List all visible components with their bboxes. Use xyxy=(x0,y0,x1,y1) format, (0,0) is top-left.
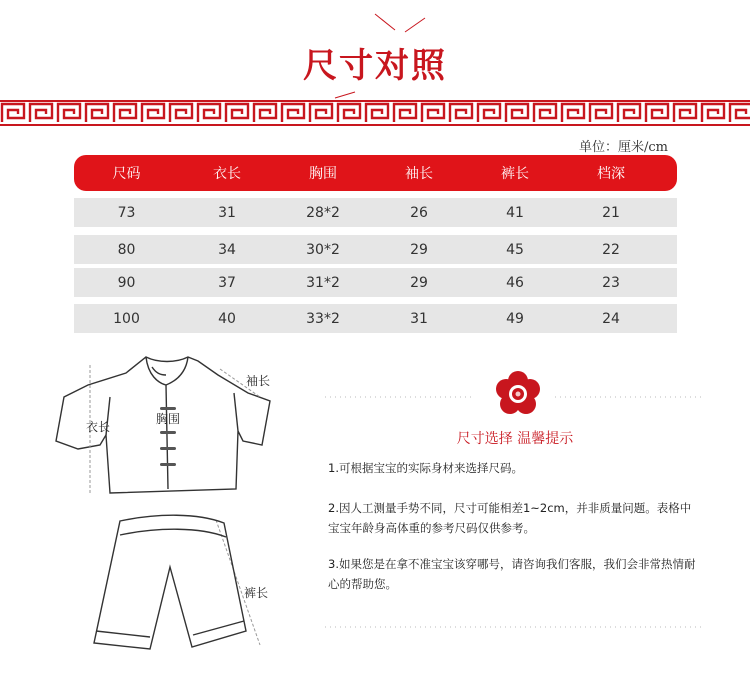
cell: 41 xyxy=(506,204,524,221)
cell: 33*2 xyxy=(306,310,340,327)
cell: 45 xyxy=(506,241,524,258)
cell: 22 xyxy=(602,241,620,258)
cell: 90 xyxy=(117,274,136,291)
tip-item: 1.可根据宝宝的实际身材来选择尺码。 xyxy=(328,461,523,475)
page-title: 尺寸对照 xyxy=(303,46,447,86)
cell: 46 xyxy=(506,274,524,291)
cell: 26 xyxy=(410,204,428,221)
cell: 37 xyxy=(218,274,236,291)
cell: 29 xyxy=(410,274,428,291)
unit-label: 单位：厘米/cm xyxy=(579,140,668,155)
table-row xyxy=(74,198,677,227)
cell: 29 xyxy=(410,241,428,258)
chest-label: 胸围 xyxy=(156,412,181,426)
header-crotch: 档深 xyxy=(597,166,625,182)
table-row xyxy=(74,268,677,297)
header xyxy=(0,0,750,100)
size-table-header xyxy=(74,155,677,191)
garment-measurement-diagram xyxy=(48,345,288,665)
cell: 24 xyxy=(602,310,620,327)
tips-title: 尺寸选择 温馨提示 xyxy=(456,431,574,447)
cell: 28*2 xyxy=(306,204,340,221)
dotted-divider xyxy=(325,622,705,632)
header-pants: 裤长 xyxy=(501,166,529,182)
greek-key-border xyxy=(0,100,750,126)
cell: 30*2 xyxy=(306,241,340,258)
tip-item: 2.因人工测量手势不同，尺寸可能相差1~2cm，并非质量问题。表格中宝宝年龄身高体重的参考尺码仅供参考。 xyxy=(328,501,692,535)
cell: 40 xyxy=(218,310,236,327)
cell: 100 xyxy=(113,310,140,327)
tip-item: 3.如果您是在拿不准宝宝该穿哪号，请咨询我们客服，我们会非常热情耐心的帮助您。 xyxy=(328,557,696,591)
header-length: 衣长 xyxy=(213,166,241,182)
cell: 34 xyxy=(218,241,236,258)
table-row xyxy=(74,304,677,333)
body-length-label: 衣长 xyxy=(86,420,111,434)
pants-length-label: 裤长 xyxy=(244,586,269,600)
tips-section xyxy=(325,370,705,670)
cell: 49 xyxy=(506,310,524,327)
header-chest: 胸围 xyxy=(309,166,337,182)
sleeve-length-label: 袖长 xyxy=(246,374,271,388)
cell: 31 xyxy=(410,310,428,327)
header-size: 尺码 xyxy=(112,166,141,182)
cell: 31*2 xyxy=(306,274,340,291)
header-sleeve: 袖长 xyxy=(405,166,433,182)
cell: 73 xyxy=(117,204,136,221)
cell: 21 xyxy=(602,204,620,221)
plum-blossom-icon xyxy=(495,370,541,416)
cell: 80 xyxy=(117,241,136,258)
cell: 31 xyxy=(218,204,236,221)
table-row xyxy=(74,235,677,264)
cell: 23 xyxy=(602,274,620,291)
